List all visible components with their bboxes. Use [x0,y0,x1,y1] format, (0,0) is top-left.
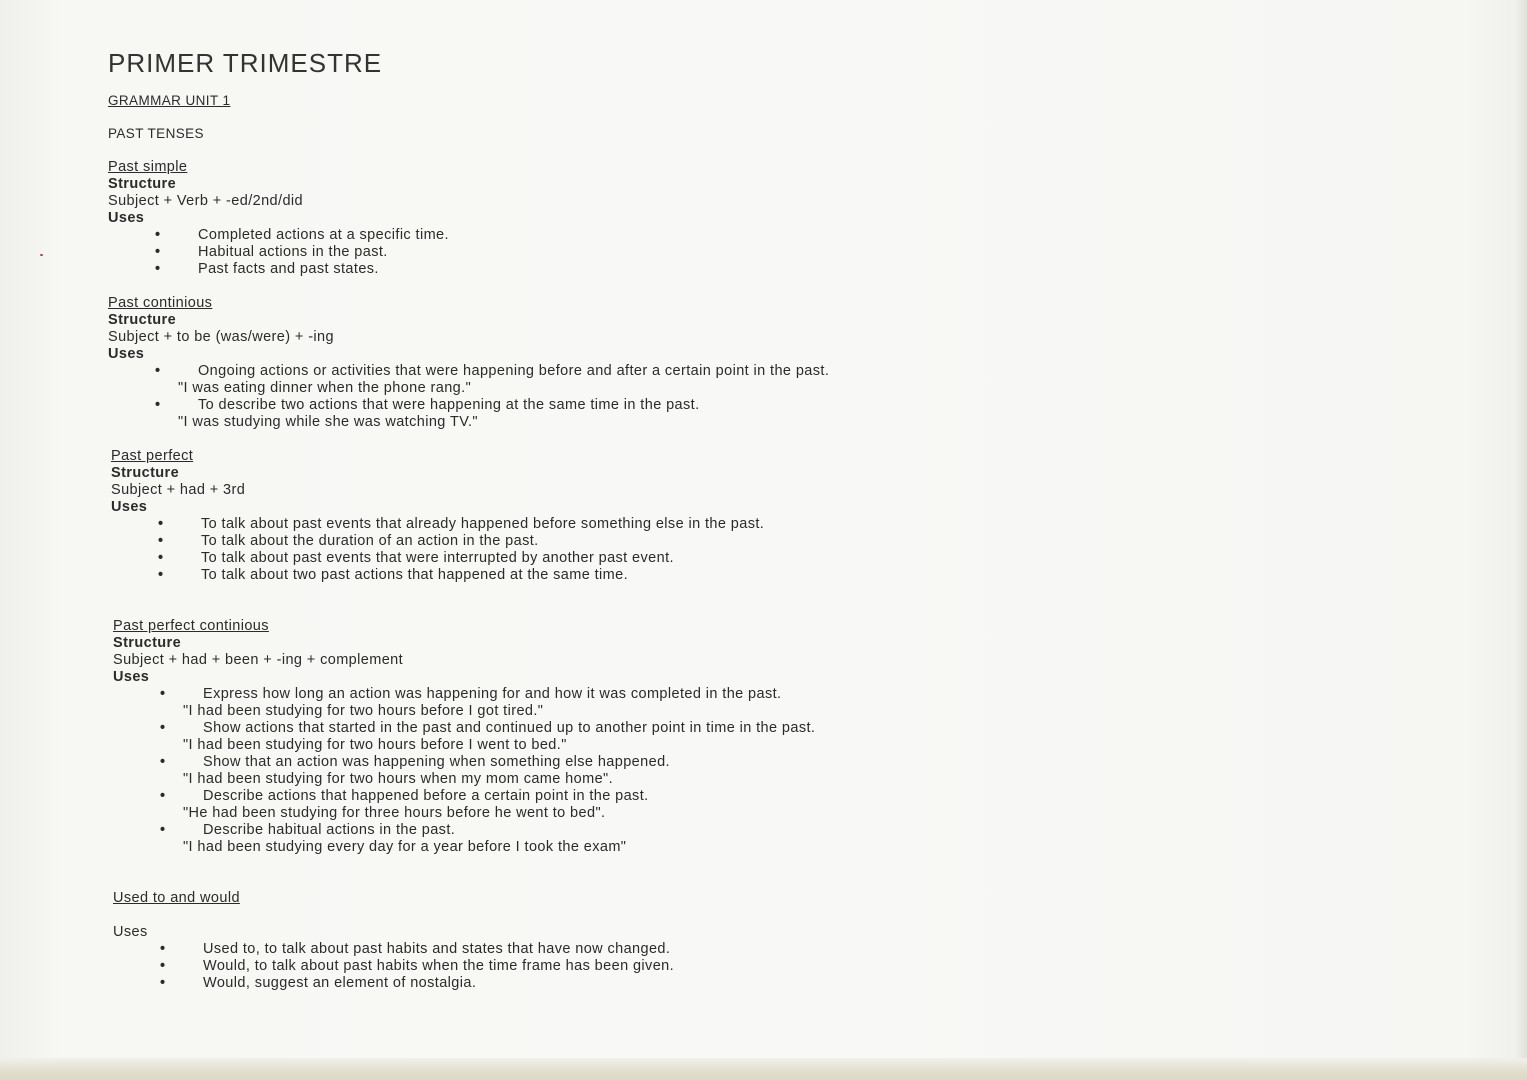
use-item: • To talk about past events that already happened before something else in the past. [111,516,1308,533]
example-sentence: "I had been studying for two hours before I went to bed." [183,737,567,753]
section-title: Used to and would [113,890,240,906]
use-item: • Describe actions that happened before a certain point in the past. [113,788,1308,805]
section-title: Past continious [108,295,213,311]
structure-formula: Subject + Verb + -ed/2nd/did [108,193,303,209]
use-item: • Ongoing actions or activities that were happening before and after a certain point in the past. [108,363,1308,380]
unit-heading: GRAMMAR UNIT 1 [108,93,231,108]
use-item: • To describe two actions that were happening at the same time in the past. [108,397,1308,414]
uses-label: Uses [111,499,148,515]
section-past-continuous [108,295,1308,431]
document-title: PRIMER TRIMESTRE [108,48,383,78]
uses-list [111,516,1308,584]
uses-list [108,227,1308,278]
scan-speck [40,254,43,256]
uses-label: Uses [113,924,148,940]
section-title: Past perfect [111,448,194,464]
use-item: • Would, to talk about past habits when the time frame has been given. [113,958,1308,975]
uses-list [113,720,1308,737]
structure-formula: Subject + had + 3rd [111,482,246,498]
topic-heading: PAST TENSES [108,126,204,141]
example-sentence: "I had been studying for two hours when my mom came home". [183,771,614,787]
example-sentence: "I had been studying every day for a year before I took the exam" [183,839,627,855]
structure-label: Structure [108,176,177,192]
uses-list [113,686,1308,703]
section-title: Past simple [108,159,188,175]
use-item: • Completed actions at a specific time. [108,227,1308,244]
use-item: • Express how long an action was happening for and how it was completed in the past. [113,686,1308,703]
example-sentence: "I was studying while she was watching TV." [178,414,478,430]
structure-label: Structure [108,312,177,328]
use-item: • To talk about the duration of an action in the past. [111,533,1308,550]
uses-list [113,754,1308,771]
section-used-to-and-would [108,890,1308,992]
example-sentence: "I was eating dinner when the phone rang." [178,380,472,396]
uses-label: Uses [108,210,145,226]
section-past-simple [108,159,1308,278]
example-sentence: "I had been studying for two hours before I got tired." [183,703,544,719]
uses-label: Uses [113,669,150,685]
use-item: • Habitual actions in the past. [108,244,1308,261]
example-sentence: "He had been studying for three hours before he went to bed". [183,805,606,821]
uses-list [108,397,1308,414]
structure-formula: Subject + had + been + -ing + complement [113,652,404,668]
structure-formula: Subject + to be (was/were) + -ing [108,329,334,345]
uses-list [108,363,1308,380]
uses-list [113,788,1308,805]
use-item: • Used to, to talk about past habits and states that have now changed. [113,941,1308,958]
uses-list [113,822,1308,839]
uses-label: Uses [108,346,145,362]
use-item: • To talk about past events that were interrupted by another past event. [111,550,1308,567]
page-edge-bottom [0,1058,1527,1080]
use-item: • Show that an action was happening when something else happened. [113,754,1308,771]
use-item: • Describe habitual actions in the past. [113,822,1308,839]
section-past-perfect [108,448,1308,584]
uses-list [113,941,1308,992]
page-edge-right [1513,0,1527,1080]
use-item: • Past facts and past states. [108,261,1308,278]
section-title: Past perfect continious [113,618,269,634]
use-item: • Show actions that started in the past and continued up to another point in time in the past. [113,720,1308,737]
use-item: • Would, suggest an element of nostalgia. [113,975,1308,992]
section-past-perfect-continuous [108,618,1308,856]
structure-label: Structure [111,465,180,481]
structure-label: Structure [113,635,182,651]
use-item: • To talk about two past actions that happened at the same time. [111,567,1308,584]
document-body [108,46,1308,1009]
